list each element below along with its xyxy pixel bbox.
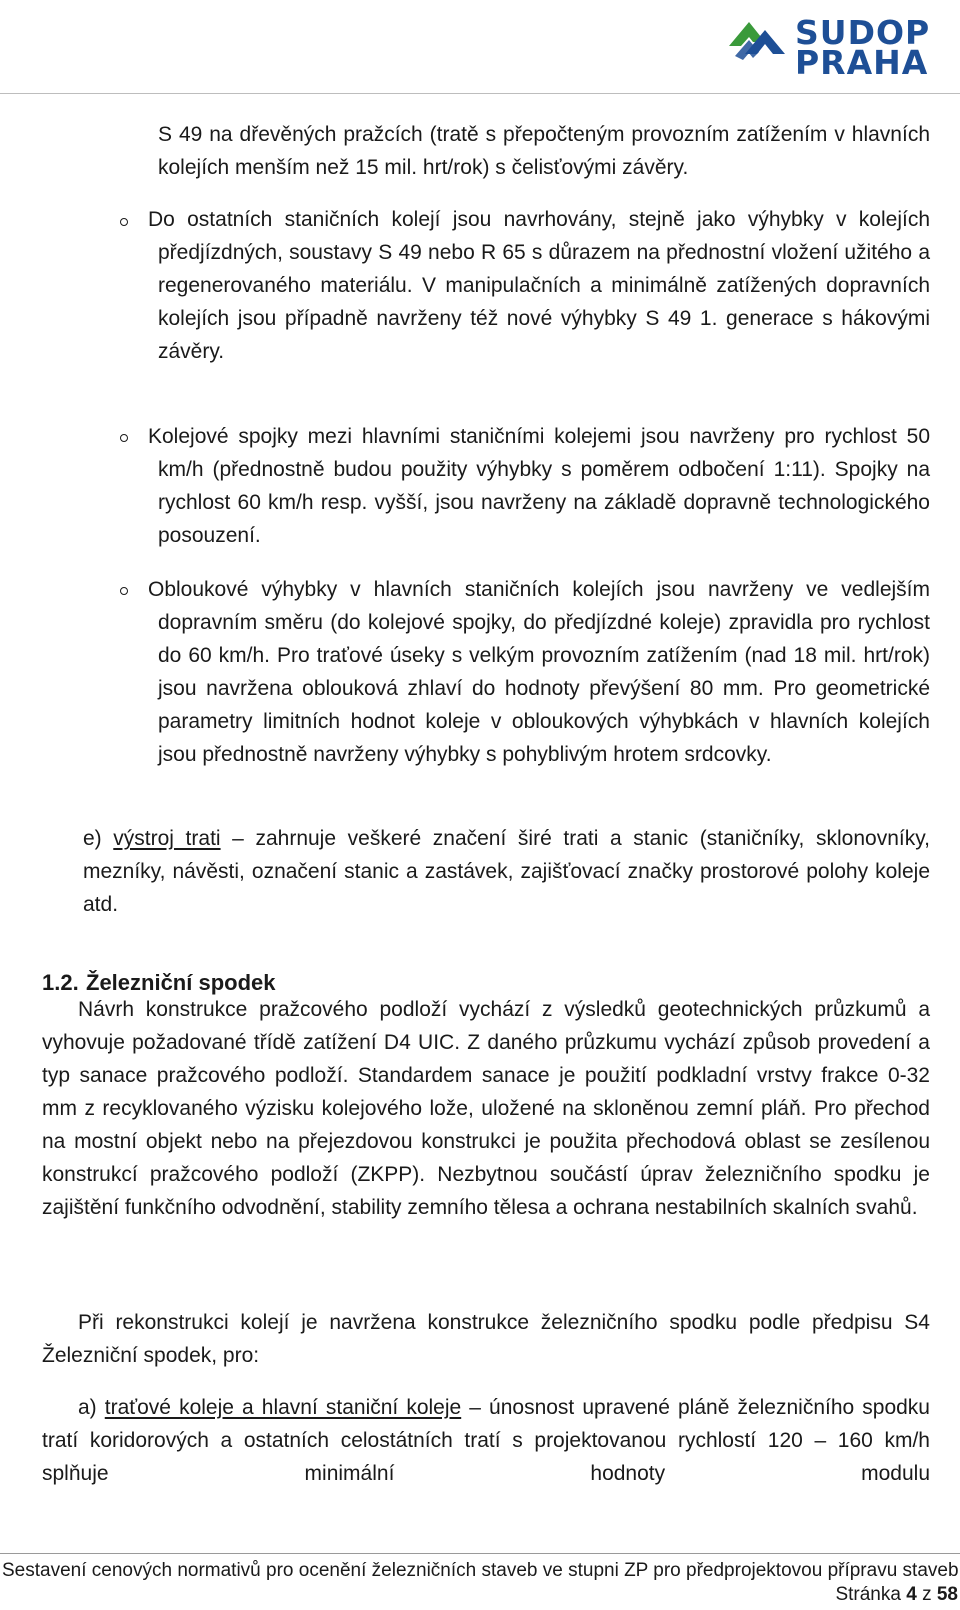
footer-divider — [0, 1553, 960, 1554]
page-number — [835, 1583, 958, 1607]
bullet-item-curved-switches: Obloukové výhybky v hlavních staničních kolejích jsou navrženy ve vedlejším dopravním směru (do kolejové spojky, do předjízdné koleje) zpravidla pro rychlost do 60 km/h. Pro traťové úseky s velkým provozním zatížením (nad 18 mil. hrt/rok) jsou navržena oblouková zhlaví do hodnoty převýšení 80 mm. Pro geometrické parametry limitních hodnot koleje v obloukových výhybkách v hlavních kolejích jsou přednostně navrženy výhybky s pohyblivým hrotem srdcovky. — [148, 578, 930, 766]
page-label: Stránka — [835, 1584, 901, 1605]
item-e-track-equipment — [83, 822, 930, 921]
paragraph-continuation: S 49 na dřevěných pražcích (tratě s přepočteným provozním zatížením v hlavních kolejích menším než 15 mil. hrt/rok) s čelisťovými závěry. — [158, 123, 930, 179]
page-separator: z — [922, 1584, 932, 1605]
item-e-text: – zahrnuje veškeré značení širé trati a stanic (staničníky, sklonovníky, mezníky, návěsti, označení stanic a zastávek, zajišťovací značky prostorové polohy koleje atd. — [83, 827, 930, 916]
bullet-item-track-crossovers: Kolejové spojky mezi hlavními staničními kolejemi jsou navrženy pro rychlost 50 km/h (přednostně budou použity výhybky s poměrem odbočení 1:11). Spojky na rychlost 60 km/h resp. vyšší, jsou navrženy na základě dopravně technologického posouzení. — [148, 425, 930, 547]
bullet-icon — [120, 434, 128, 442]
bullet-icon — [120, 587, 128, 595]
item-a-term: traťové koleje a hlavní staniční koleje — [104, 1396, 462, 1419]
item-a-text: – únosnost upravené pláně železničního spodku tratí koridorových a ostatních celostátních tratí s projektovanou rychlostí 120 – 160 km/h splňuje minimální hodnoty modulu — [42, 1396, 930, 1485]
logo-line-1: SUDOP — [795, 13, 931, 52]
paragraph-reconstruction: Při rekonstrukci kolejí je navržena konstrukce železničního spodku podle předpisu S4 Železniční spodek, pro: — [42, 1311, 930, 1367]
page-header — [0, 0, 960, 95]
header-divider — [0, 93, 960, 94]
paragraph-subgrade-design: Návrh konstrukce pražcového podloží vychází z výsledků geotechnických průzkumů a vyhovuje požadované třídě zatížení D4 UIC. Z daného průzkumu vychází způsob provedení a typ sanace pražcového podloží. Standardem sanace je použití podkladní vrstvy frakce 0-32 mm z recyklovaného výzisku kolejového lože, uložené na skloněnou zemní pláň. Pro přechod na mostní objekt nebo na přejezdovou konstrukci je použita přechodová oblast se zesílenou konstrukcí pražcového podloží (ZKPP). Nezbytnou součástí úprav železničního spodku je zajištění funkčního odvodnění, stability zemního tělesa a ochrana nestabilních skalních svahů. — [42, 998, 930, 1219]
logo-wordmark — [795, 13, 931, 82]
page-footer — [0, 1553, 960, 1610]
logo-line-2: PRAHA — [795, 43, 929, 82]
section-number: 1.2. — [42, 970, 79, 995]
item-a-prefix: a) — [78, 1396, 105, 1419]
sudop-praha-logo — [725, 6, 950, 82]
bullet-icon — [120, 218, 128, 226]
bullet-item-other-tracks: Do ostatních staničních kolejí jsou navrhovány, stejně jako výhybky v kolejích předjízdných, soustavy S 49 nebo R 65 s důrazem na přednostní vložení užitého a regenerovaného materiálu. V manipulačních a minimálně zatížených dopravních kolejích jsou případně navrženy též nové výhybky S 49 1. generace s hákovými závěry. — [148, 208, 930, 363]
item-e-prefix: e) — [83, 827, 114, 850]
page-current: 4 — [906, 1584, 917, 1605]
sudop-logo-mark-icon — [725, 6, 797, 74]
section-title: Železniční spodek — [86, 970, 276, 995]
item-e-term: výstroj trati — [113, 827, 221, 850]
page-total: 58 — [936, 1584, 958, 1605]
item-a-main-tracks — [42, 1391, 930, 1490]
footer-document-title: Sestavení cenových normativů pro ocenění železničních staveb ve stupni ZP pro předprojektovou přípravu staveb — [2, 1560, 959, 1581]
